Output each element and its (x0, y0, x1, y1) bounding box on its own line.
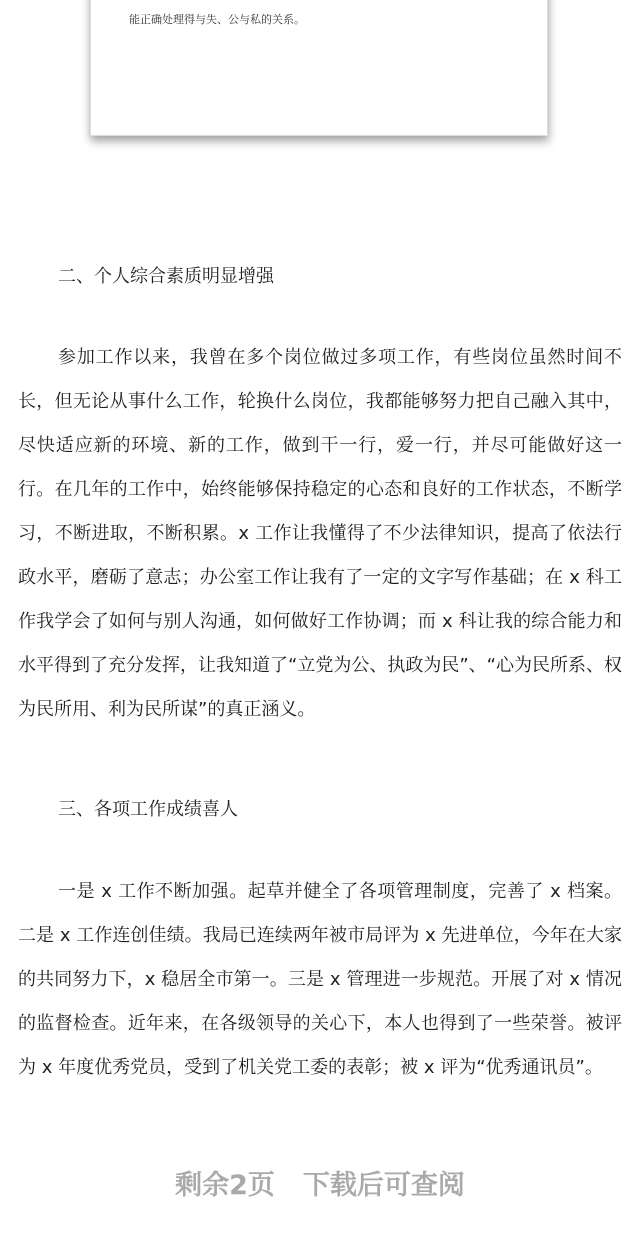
download-action-label: 下载后可查阅 (302, 1170, 465, 1201)
remaining-pages-label: 剩余2页 (175, 1170, 275, 1201)
section2-heading: 二、个人综合素质明显增强 (58, 266, 274, 287)
section2-paragraph: 参加工作以来，我曾在多个岗位做过多项工作，有些岗位虽然时间不长，但无论从事什么工作，轮换什么岗位，我都能够努力把自己融入其中，尽快适应新的环境、新的工作，做到干一行，爱一行，并尽可能做好这一行。在几年的工作中，始终能够保持稳定的心态和良好的工作状态，不断学习，不断进取，不断积累。x 工作让我懂得了不少法律知识，提高了依法行政水平，磨砺了意志；办公室工作让我有了一定的文字写作基础；在 x 科工作我学会了如何与别人沟通，如何做好工作协调；而 x 科让我的综合能力和水平得到了充分发挥，让我知道了“立党为公、执政为民”、“心为民所系、权为民所用、利为民所谋”的真正涵义。 (18, 347, 622, 720)
section3-paragraph: 一是 x 工作不断加强。起草并健全了各项管理制度，完善了 x 档案。二是 x 工作连创佳绩。我局已连续两年被市局评为 x 先进单位，今年在大家的共同努力下，x 稳居全市第一。三是 x 管理进一步规范。开展了对 x 情况的监督检查。近年来，在各级领导的关心下，本人也得到了一些荣誉。被评为 x 年度优秀党员，受到了机关党工委的表彰；被 x 评为“优秀通讯员”。 (18, 881, 622, 1078)
previous-page-preview (90, 0, 548, 136)
section3-heading: 三、各项工作成绩喜人 (58, 799, 238, 820)
preview-text: 能正确处理得与失、公与私的关系。 (129, 13, 305, 26)
download-to-read-more-banner[interactable] (0, 1164, 640, 1208)
